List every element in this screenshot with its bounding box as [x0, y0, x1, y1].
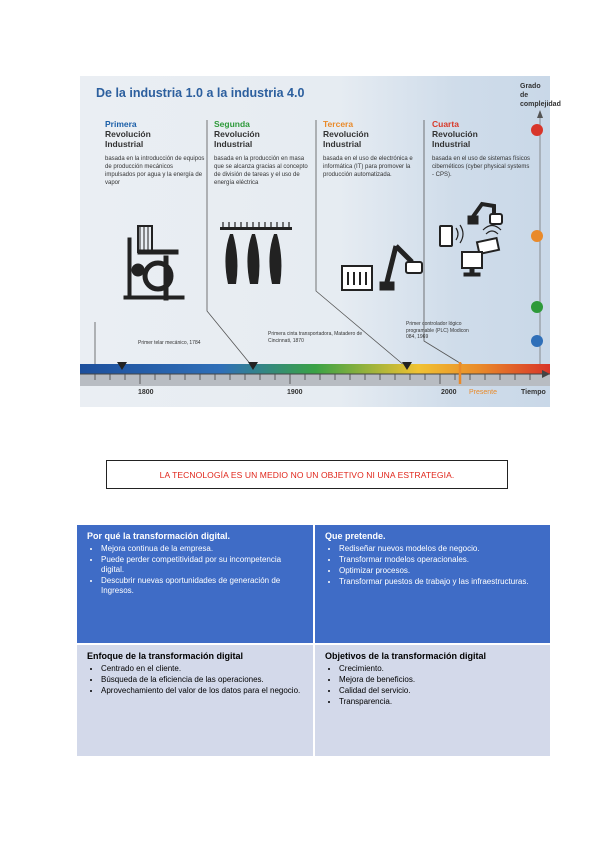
- timeline-color-band: [80, 364, 550, 374]
- list-item: • Búsqueda de la eficiencia de las operaciones.: [101, 675, 303, 685]
- industry-evolution-infographic: [80, 76, 561, 407]
- list-item: • Puede perder competitividad por su incompetencia digital.: [101, 555, 303, 575]
- revolution-2-name-line1: Revolución: [214, 129, 260, 139]
- quadrant-aims-list: [325, 544, 540, 587]
- list-item: • Transformar puestos de trabajo y las infraestructuras.: [339, 577, 540, 587]
- revolution-3-name-line2: Industrial: [323, 139, 362, 149]
- quadrant-aims-title: Que pretende.: [325, 531, 386, 541]
- cyber-physical-systems-icon: [440, 204, 502, 276]
- revolution-3-description: basada en el uso de electrónica e informática (IT) para promover la producción automatizada.: [323, 156, 413, 178]
- quadrant-goals-title: Objetivos de la transformación digital: [325, 651, 487, 661]
- statement-box: [106, 460, 508, 489]
- mechanical-loom-icon: [124, 226, 184, 300]
- revolution-1-ordinal: Primera: [105, 119, 137, 129]
- complexity-arrow-icon: [537, 110, 543, 118]
- quadrant-goals-list: [325, 664, 540, 707]
- list-item: • Transformar modelos operacionales.: [339, 555, 540, 565]
- quadrant-aims: [315, 525, 550, 643]
- list-item: • Rediseñar nuevos modelos de negocio.: [339, 544, 540, 554]
- list-item: • Aprovechamiento del valor de los datos para el negocio.: [101, 686, 303, 696]
- conveyor-belt-icon: [220, 222, 292, 284]
- list-item: • Mejora continua de la empresa.: [101, 544, 303, 554]
- quadrant-why-title: Por qué la transformación digital.: [87, 531, 231, 541]
- revolution-3-name-line1: Revolución: [323, 129, 369, 139]
- list-item: • Crecimiento.: [339, 664, 540, 674]
- revolution-1-description: basada en la introducción de equipos de producción mecánicos impulsados por agua y la energía de vapor: [105, 156, 205, 186]
- infographic-title: De la industria 1.0 a la industria 4.0: [96, 86, 305, 100]
- timeline-axis-band: [80, 374, 550, 386]
- quadrant-why: [77, 525, 313, 643]
- quadrant-goals: [315, 645, 550, 756]
- revolution-3-ordinal: Tercera: [323, 119, 354, 129]
- list-item: • Calidad del servicio.: [339, 686, 540, 696]
- list-item: • Centrado en el cliente.: [101, 664, 303, 674]
- quadrant-focus: [77, 645, 313, 756]
- list-item: • Transparencia.: [339, 697, 540, 707]
- timeline-label-1800: 1800: [138, 389, 154, 396]
- timeline-label-time: Tiempo: [521, 389, 546, 396]
- list-item: • Optimizar procesos.: [339, 566, 540, 576]
- statement-text: LA TECNOLOGÍA ES UN MEDIO NO UN OBJETIVO NI UNA ESTRATEGIA.: [159, 469, 455, 480]
- revolution-4-description: basada en el uso de sistemas físicos cibernéticos (cyber physical systems - CPS).: [432, 156, 531, 178]
- quadrant-focus-title: Enfoque de la transformación digital: [87, 651, 244, 661]
- quadrant-why-list: [87, 544, 303, 596]
- timeline-label-2000: 2000: [441, 389, 457, 396]
- complexity-dot-green: [531, 301, 543, 313]
- revolution-2: [214, 119, 314, 187]
- quadrant-focus-list: [87, 664, 303, 696]
- revolution-2-description: basada en la producción en masa que se alcanza gracias al concepto de división de tareas y el uso de energía eléctrica: [214, 156, 308, 186]
- revolution-1-name-line2: Industrial: [105, 139, 144, 149]
- timeline-label-present: Presente: [469, 389, 498, 396]
- revolution-4-name-line2: Industrial: [432, 139, 471, 149]
- complexity-dot-blue: [531, 335, 543, 347]
- complexity-dot-orange: [531, 230, 543, 242]
- list-item: • Descubrir nuevas oportunidades de generación de Ingresos.: [101, 576, 303, 596]
- complexity-axis-label: Grado de complejidad: [520, 83, 561, 108]
- revolution-2-name-line2: Industrial: [214, 139, 253, 149]
- digital-transformation-grid: [77, 525, 550, 756]
- revolution-2-ordinal: Segunda: [214, 119, 250, 129]
- revolution-3: [323, 119, 423, 179]
- event-annotation-1784: Primer telar mecánico, 1784: [138, 340, 201, 346]
- event-annotation-1969: Primer controlador lógico programable (PLC) Modicon 084, 1969: [406, 321, 469, 340]
- plc-robot-arm-icon: [342, 246, 422, 290]
- timeline-label-1900: 1900: [287, 389, 303, 396]
- event-annotation-1870: Primera cinta transportadora, Matadero de Cincinnati, 1870: [268, 331, 363, 344]
- revolution-1-name-line1: Revolución: [105, 129, 151, 139]
- revolution-4-ordinal: Cuarta: [432, 119, 459, 129]
- revolution-4: [432, 119, 532, 179]
- complexity-dot-red: [531, 124, 543, 136]
- revolution-4-name-line1: Revolución: [432, 129, 478, 139]
- revolution-1: [105, 119, 205, 187]
- list-item: • Mejora de beneficios.: [339, 675, 540, 685]
